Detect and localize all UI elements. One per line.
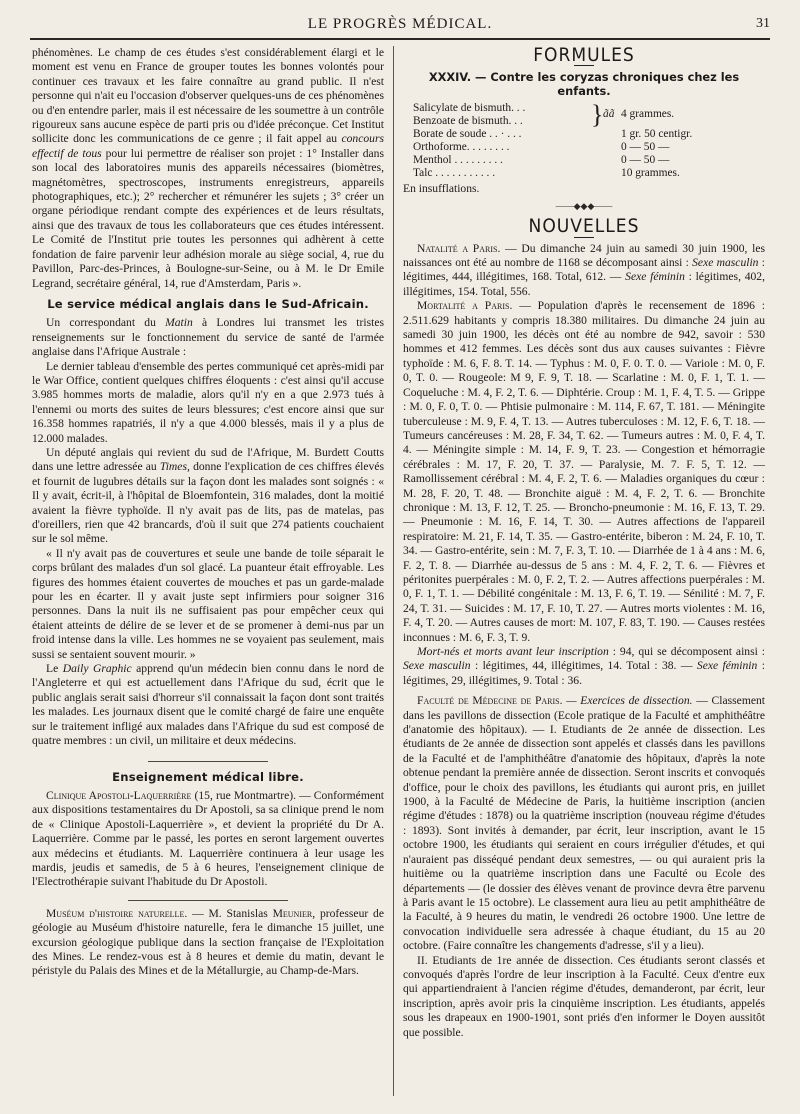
formula-heading: XXXIV. — Contre les coryzas chroniques chez les enfants. — [428, 70, 740, 99]
rx-qty: 1 gr. 50 centigr. — [621, 128, 693, 141]
prescription — [403, 102, 765, 182]
paragraph-institut: phénomènes. Le champ de ces études s'est considérablement élargi et le moment est venu en France de grouper toutes les bonnes volontés pour continuer ces travaux et les faire connaître au grand public. Il n'est personne qui n'ait eu l'occasion d'observer quelques-uns de ces phénomènes ou d'en entendre parler, mais il est nécessaire de les soumettre à un contrôle rigoureux sans aucune espèce de parti pris ou d'idée préconçue. Cet Institut sollicite donc les communications de ce genre ; il fait appel au concours effectif de tous pour lui permettre de réaliser son projet : 1° Installer dans son local des laboratoires munis des appareils nécessaires (biomètres, magnétomètres, spectroscopes, instruments enregistreurs, appareils photographiques, etc.); 2° rechercher et rémunérer les sujets ; 3° créer un organe périodique rendant compte des expériences et de leurs résultats, ainsi que des travaux de tous les collaborateurs que ces études intéressent. Le Comité de l'Institut prie toutes les personnes qui adhèrent à cette fondation de faire parvenir leur adhésion morale au siège social, 4, rue du Pavillon, Parc-des-Princes, à Boulogne-sur-Seine, ou à M. le Dr Emile Legrand, secrétaire général, 14, rue d'Amsterdam, Paris ». — [32, 46, 384, 290]
header-rule — [30, 38, 770, 40]
rx-line: Orthoforme. . . . . . . . — [413, 141, 510, 154]
right-column — [403, 46, 765, 1040]
rx-qty: 4 grammes. — [621, 108, 675, 121]
left-column — [32, 46, 384, 979]
section-title-enseignement: Enseignement médical libre. — [112, 769, 304, 784]
nouvelles-title: NOUVELLES — [528, 215, 640, 238]
rx-qty: 0 — 50 — — [621, 154, 670, 167]
rx-line: Borate de soude . . · . . . — [413, 128, 522, 141]
rx-line: Menthol . . . . . . . . . — [413, 154, 503, 167]
rx-qty: 0 — 50 — — [621, 141, 670, 154]
paragraph-couvertures: « Il n'y avait pas de couvertures et seule une bande de toile séparait le corps brûlant des malades d'un sol glacé. La puanteur était effroyable. Les figures des hommes étaient couvertes de mouches et pas un garde-malade pour les en écarter. Il y avait juste sept infirmiers pour soigner 316 personnes. Dans la nuit ils ne suffisaient pas pour empêcher ceux qui étaient atteints de délire de se lever et de se promener à demi-nus par un froid intense dans la ville. Les hommes ne se voyaient pas seulement, mais sussi se sentaient souvent mourir. » — [32, 546, 384, 661]
paragraph-depute: Un député anglais qui revient du sud de l'Afrique, M. Burdett Coutts dans une lettre adressée au Times, donne l'explication de ces chiffres élevés et fournit de lugubres détails sur la façon dont les malades sont soignés : « Il y avait, écrit-il, à l'hôpital de Bloemfontein, 316 malades, dont la moitié avaient la fièvre typhoïde. Il n'y avait pas de lits, pas de matelas, pas d'oreillers, rien que 42 brancards, d'où il suit que 274 patients couchaient sur le sol même. — [32, 445, 385, 546]
rx-line: Talc . . . . . . . . . . . — [413, 167, 496, 180]
rx-note: En insufflations. — [403, 182, 480, 196]
section-rule — [148, 761, 268, 762]
paragraph-etudiants-1re: II. Etudiants de 1re année de dissection. Ces étudiants seront classés et convoqués d'après l'ordre de leur inscription à la Faculté. Ceux d'entre eux qui appartiendraient à l'ancien régime d'études, demanderont, par écrit, leur inscription, après avoir pris la cinquième inscription. Les étudiants, appelés sous les drapeaux en 1900-1901, sont priés d'en informer le Doyen aussitôt que possible. — [403, 953, 765, 1039]
column-divider — [393, 46, 394, 1096]
ornament-divider-icon: ——◆◆◆—— — [555, 200, 613, 211]
formules-title: FORMULES — [533, 44, 635, 66]
brace-icon: } — [591, 100, 604, 130]
section-rule-2 — [128, 900, 288, 901]
paragraph-mortalite: Mortalité a Paris. — Population d'après le recensement de 1896 : 2.511.629 habitants y compris 18.380 militaires. Du dimanche 24 juin au samedi 30 juin 1900, les décès ont été au nombre de 942, savoir : 530 hommes et 412 femmes. Les décès sont dus aux causes suivantes : Fièvre typhoïde : M. 6, F. 8. T. 14. — Typhus : M. 0, F. 0. T. 0. — Variole : M. 0, F. 0, T. 0. — Rougeole: M 9, F. 9, T. 18. — Scarlatine : M. 0, F. 1, T. 1. — Coqueluche : M. 4, F. 2, T. 6. — Diphtérie. Croup : M. 1, F. 4, T. 5. — Grippe : M. 0, F. 0, T. 0. — Phtisie pulmonaire : M. 114, F. 67, T. 181. — Méningite tuberculeuse : M. 9, F. 4, T. 13. — Autres tuberculoses : M. 12, F. 6, T. 18. — Tumeurs cancéreuses : M. 28, F. 34, T. 62. — Tumeurs autres : M. 0, F. 4, T. 4. — Méningite simple : M. 14, F. 9, T. 23. — Congestion et hémorragie cérébrales : M. 17, F. 20, T. 37. — Paralysie, M. 7. F. 5, T. 12. — Ramollissement cérébral : M. 4, F. 2, T. 6. — Maladies organiques du cœur : M. 28, F. 20, T. 48. — Bronchite aiguë : M. 4, F. 2, T. 6. — Bronchite chronique : M. 13, F. 12, T. 25. — Broncho-pneumonie : M. 16, F. 13, T. 29. — Pneumonie : M. 16, F. 14, T. 30. — Autres affections de l'appareil respiratoire: M. 21, F. 14, T. 35. — Gastro-entérite, biberon : M. 24, F. 10, T. 34. — Gastro-entérite, sein : M. 7, F. 3, T. 10. — Diarrhée de 1 à 4 ans : M. 6, F. 2, T. 8. — Diarrhée au-dessus de 5 ans : M. 4, F. 2, T. 6. — Fièvres et péritonites puerpérales : M. 0, F. 2, T. 2. — Autres affections puerpérales : M. 0, F. 1, T. 1. — Débilité congénitale : M. 13, F. 6, T. 19. — Sénilité : M. 7, F. 24, T. 31. — Suicides : M. 17, F. 10, T. 27. — Autres morts violentes : M. 16, F. 4, T. 20. — Autres causes de mort: M. 107, F. 83, T. 190. — Causes restées inconnues : M. 6, F. 3, T. 9. — [403, 299, 765, 644]
rx-line: Benzoate de bismuth. . . — [413, 115, 523, 128]
paragraph-correspondant: Un correspondant du Matin à Londres lui transmet les tristes renseignements sur le fonctionnement du service de santé de l'armée anglaise dans l'Afrique Australe : — [32, 316, 384, 359]
paragraph-tableau: Le dernier tableau d'ensemble des pertes communiqué cet après-midi par le War Office, contient quelques chiffres éloquents : c'est ainsi qu'il accuse 3.985 hommes morts de maladie, alors qu'il n'y en a que 2.973 tués à l'ennemi ou morts des suites de leurs blessures; c'est encore ainsi que sur 16.358 hommes rapatriés, il n'y a que 4.000 blessés, mais il y a plus de 12.000 malades. — [32, 359, 384, 445]
page-header — [30, 14, 770, 36]
rx-qty: 10 grammes. — [621, 167, 680, 180]
paragraph-mort-nes: Mort-nés et morts avant leur inscription : 94, qui se décomposent ainsi : Sexe masculin : légitimes, 44, illégitimes, 14. Total : 38. — Sexe féminin : légitimes, 29, illégitimes, 9. Total : 36. — [403, 645, 766, 687]
paragraph-clinique: Clinique Apostoli-Laquerrière (15, rue Montmartre). — Conformément aux dispositions testamentaires du Dr Apostoli, sa sa clinique prend le nom de « Clinique Apostoli-Laquerrière », et devient la propriété du Dr A. Laquerrière. Comme par le passé, les portes en seront largement ouvertes aux médecins et étudiants. M. Laquerrière continuera à leur usage les mardis, jeudis et samedis, de 5 à 6 heures, l'enseignement clinique de l'Electrothérapie suivant l'habitude du Dr Apostoli. — [32, 788, 384, 889]
rx-line: Salicylate de bismuth. . . — [413, 102, 526, 115]
paragraph-faculte: Faculté de Médecine de Paris. — Exercices de dissection. — Classement dans les pavillons de dissection (Ecole pratique de la Faculté et amphithéâtre d'anatomie des hôpitaux). — I. Etudiants de 2e année de dissection. Les étudiants de 2e année de dissection sont appelés et classés dans les pavillons de la Faculté et de l'amphithéâtre d'anatomie des hôpitaux, d'après la note obtenue pendant la première année de dissection. Seront inscrits et convoqués d'office, pour le choix des pavillons, les étudiants qui auront pris, en juillet 1900, à la Faculté de Médecine de Paris, la huitième inscription (ancien régime d'études : 1878) ou la quatrième inscription (nouveau régime d'études : 1893). Sont invités à demander, par écrit, leur inscription, avant le 15 octobre 1900, les étudiants qui seraient en cours irrégulier d'études, et qui n'auraient pas disséqué pendant deux semestres, — ou qui auraient pris la huitième ou la quatrième inscription dans une Faculté ou Ecole des départements — (le dossier des élèves venant de province devra être parvenu à Paris avant le 15 octobre). Le classement aura lieu au petit amphithéâtre de la Faculté, à 9 heures du matin, le vendredi 26 octobre 1900. Une lettre de convocation individuelle sera adressée à chaque étudiant, du 15 au 20 octobre. (Faire connaître les changements d'adresse, s'il y a lieu). — [403, 694, 766, 953]
page-number: 31 — [756, 16, 770, 31]
section-title-service-medical: Le service médical anglais dans le Sud-Africain. — [47, 296, 369, 311]
running-title: LE PROGRÈS MÉDICAL. — [307, 16, 493, 32]
rx-aa: ãã — [603, 108, 615, 121]
paragraph-natalite: Natalité a Paris. — Du dimanche 24 juin au samedi 30 juin 1900, les naissances ont été au nombre de 1168 se décomposant ainsi : Sexe masculin : légitimes, 444, illégitimes, 168. Total, 612. — Sexe féminin : légitimes, 402, illégitimes, 154. Total, 556. — [403, 241, 765, 298]
paragraph-museum: Muséum d'histoire naturelle. — M. Stanislas Meunier, professeur de géologie au Muséum d'histoire naturelle, fera le dimanche 15 juillet, une excursion géologique publique dans la section française de l'Exploitation des Mines. Le rendez-vous est à 8 heures et demie du matin, devant le péristyle du Palais des Mines et de la Métallurgie, au Champ-de-Mars. — [32, 906, 384, 978]
paragraph-daily-graphic: Le Daily Graphic apprend qu'un médecin bien connu dans le nord de l'Angleterre et qui est actuellement dans l'Afrique du sud, écrit que le public anglais serait saisi d'horreur s'il connaissait la façon dont sont traités les malades. Les journaux disent que le comité chargé de faire une enquête sur le traitement infligé aux malades dans l'Afrique du sud est composé de quatre membres : un civil, un militaire et deux médecins. — [32, 662, 384, 748]
